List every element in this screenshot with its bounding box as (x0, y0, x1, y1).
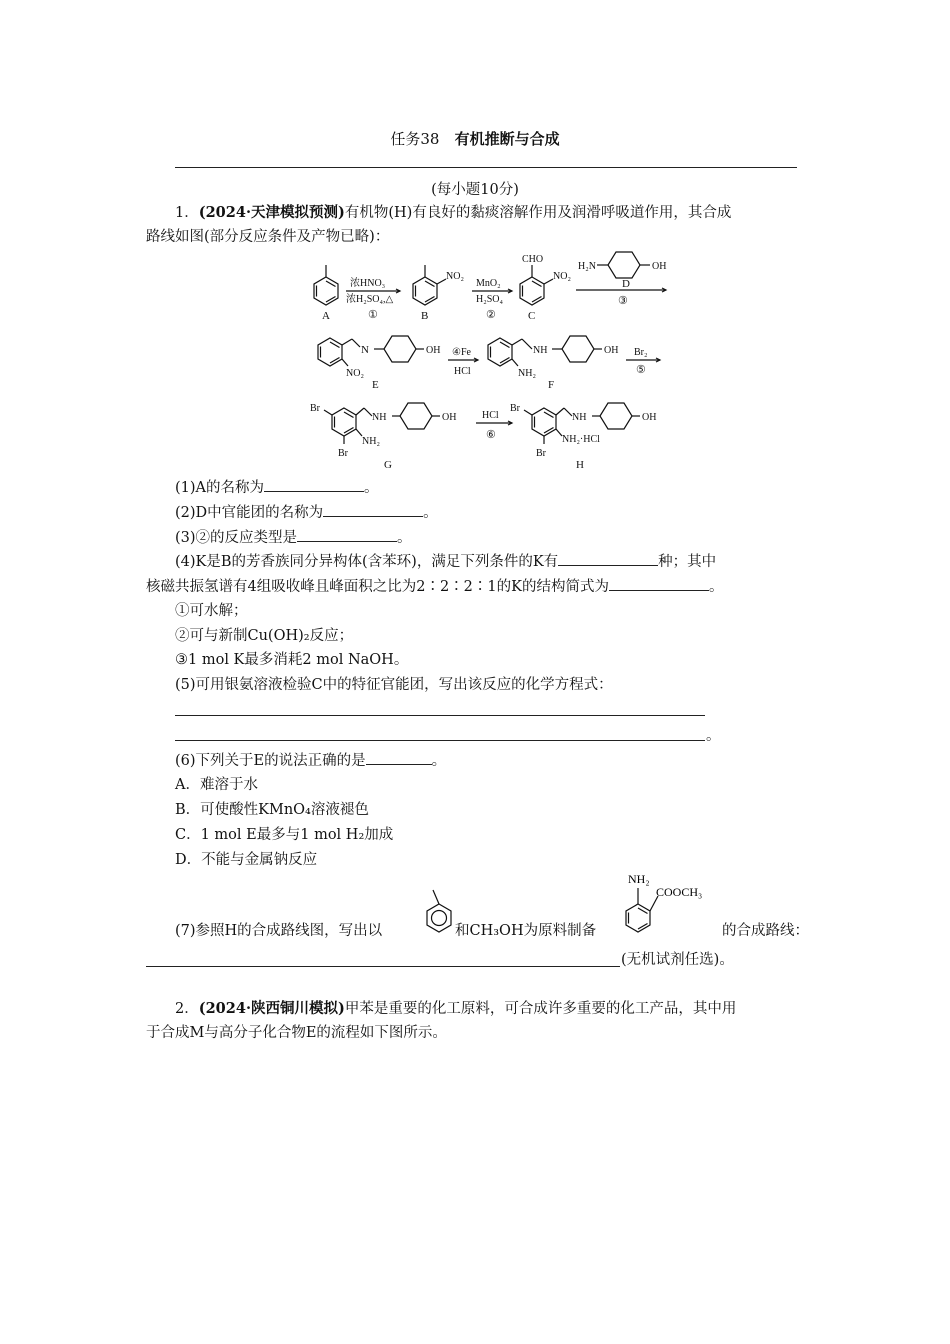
D-h2n: H₂N (578, 261, 596, 272)
q2-source: (2024·陕西铜川模拟) (198, 1000, 345, 1017)
step-5: ⑤ (636, 364, 646, 376)
answer-blank-4b[interactable] (609, 576, 709, 591)
q1-sub6 (175, 750, 446, 771)
F-nh2: NH₂ (518, 368, 536, 379)
page-title (0, 128, 950, 149)
label-A: A (322, 310, 330, 322)
compound-G-structure (324, 403, 440, 444)
B-no2: NO₂ (446, 271, 464, 282)
label-E: E (372, 379, 379, 391)
step-6: ⑥ (486, 429, 496, 441)
q1-intro-line2: 路线如图(部分反应条件及产物已略)： (146, 229, 390, 245)
E-no2: NO₂ (346, 368, 364, 379)
step-2: ② (486, 309, 496, 321)
q1-sub1 (175, 477, 379, 498)
option-C: C．1 mol E最多与1 mol H₂加成 (175, 827, 394, 843)
q1-sub7-b: 和CH₃OH为原料制备 (455, 923, 597, 939)
target-product-structure (614, 866, 724, 942)
label-B: B (421, 310, 429, 322)
answer-blank-2[interactable] (323, 502, 423, 517)
label-D: D (622, 278, 630, 290)
reagent-4-top: ④Fe (452, 347, 471, 358)
reagent-1-bottom: 浓H₂SO₄,△ (346, 294, 394, 305)
reagent-2-top: MnO₂ (476, 278, 501, 289)
reagent-5-top: Br₂ (634, 347, 648, 358)
label-F: F (548, 379, 555, 391)
toluene-structure (422, 882, 456, 940)
synthesis-scheme (300, 248, 680, 478)
reagent-4-bottom: HCl (454, 366, 471, 377)
target-ester: COOCH₃ (656, 885, 703, 899)
G-nh: NH (372, 412, 387, 423)
answer-blank-4a[interactable] (558, 551, 658, 566)
q1-cond2: ②可与新制Cu(OH)₂反应； (175, 628, 354, 644)
option-A: A．难溶于水 (175, 777, 258, 793)
q1-sub4-line2-text: 核磁共振氢谱有4组吸收峰且峰面积之比为2∶2∶2∶1的K的结构简式为 (146, 579, 609, 595)
q1-sub4-line1 (175, 551, 716, 572)
q1-sub1-period: 。 (364, 480, 379, 496)
reagent-1-top: 浓HNO₃ (350, 278, 386, 289)
q1-sub2-text: (2)D中官能团的名称为 (175, 505, 324, 521)
score-note: (每小题10分) (431, 182, 519, 198)
q1-number: 1． (175, 205, 199, 221)
step-1: ① (368, 309, 378, 321)
q1-intro-line1 (175, 203, 731, 223)
q1-sub4-tail: 种；其中 (658, 554, 717, 570)
q1-intro-text: 有机物(H)有良好的黏痰溶解作用及润滑呼吸道作用，其合成 (344, 205, 732, 221)
q1-sub4-line2 (146, 576, 723, 597)
H-nh: NH (572, 412, 587, 423)
q1-sub3-text: (3)②的反应类型是 (175, 530, 298, 546)
q2-line1-text: 甲苯是重要的化工原料，可合成许多重要的化工产品，其中用 (344, 1001, 737, 1017)
q1-sub1-text: (1)A的名称为 (175, 480, 265, 496)
answer-blank-1[interactable] (264, 477, 364, 492)
D-oh: OH (652, 261, 667, 272)
q1-sub4-text: (4)K是B的芳香族同分异构体(含苯环)，满足下列条件的K有 (175, 554, 559, 570)
target-nh2: NH₂ (628, 872, 650, 886)
answer-line-7[interactable] (146, 966, 620, 967)
q1-sub5: (5)可用银氨溶液检验C中的特征官能团，写出该反应的化学方程式： (175, 677, 613, 693)
E-oh: OH (426, 345, 441, 356)
step-3: ③ (618, 295, 628, 307)
G-br-top: Br (310, 403, 320, 414)
q1-sub2-period: 。 (423, 505, 438, 521)
reagent-6-top: HCl (482, 410, 499, 421)
H-nh2hcl: NH₂·HCl (562, 434, 600, 445)
q1-source: (2024·天津模拟预测) (198, 204, 345, 221)
H-oh: OH (642, 412, 657, 423)
G-oh: OH (442, 412, 457, 423)
header-rule (175, 167, 797, 168)
label-H: H (576, 459, 584, 471)
compound-A-structure (314, 265, 338, 305)
G-br-bottom: Br (338, 448, 348, 459)
C-cho: CHO (522, 254, 544, 265)
q1-cond1: ①可水解； (175, 603, 248, 619)
label-C: C (528, 310, 536, 322)
q1-sub7-a: (7)参照H的合成路线图，写出以 (175, 923, 383, 939)
task-number: 任务38 (390, 130, 440, 148)
q1-sub3 (175, 527, 412, 548)
compound-C-structure (520, 265, 553, 305)
task-title: 有机推断与合成 (454, 130, 560, 148)
q1-sub3-period: 。 (397, 530, 412, 546)
answer-blank-6[interactable] (366, 750, 432, 765)
q2-number: 2． (175, 1001, 199, 1017)
compound-E-structure (318, 336, 424, 366)
G-nh2: NH₂ (362, 436, 380, 447)
q1-sub7-tail: (无机试剂任选)。 (621, 952, 734, 968)
compound-B-structure (413, 265, 446, 305)
answer-line-5a[interactable] (175, 715, 705, 716)
C-no2: NO₂ (553, 271, 571, 282)
q1-sub6-text: (6)下列关于E的说法正确的是 (175, 753, 366, 769)
answer-blank-3[interactable] (297, 527, 397, 542)
q1-sub5-period: 。 (706, 728, 721, 744)
reagent-2-bottom: H₂SO₄ (476, 294, 503, 305)
F-nh: NH (533, 345, 548, 356)
label-G: G (384, 459, 392, 471)
answer-line-5b[interactable] (175, 740, 705, 741)
q1-cond3: ③1 mol K最多消耗2 mol NaOH。 (175, 652, 409, 668)
H-br-top: Br (510, 403, 520, 414)
q1-sub4-period: 。 (708, 579, 724, 595)
compound-D-structure (597, 252, 650, 278)
q1-sub7-c: 的合成路线： (722, 923, 809, 939)
option-B: B．可使酸性KMnO₄溶液褪色 (175, 802, 369, 818)
H-br-bottom: Br (536, 448, 546, 459)
q2-line2: 于合成M与高分子化合物E的流程如下图所示。 (146, 1025, 447, 1041)
option-D: D．不能与金属钠反应 (175, 852, 318, 868)
F-oh: OH (604, 345, 619, 356)
q1-sub2 (175, 502, 438, 523)
q1-sub6-period: 。 (431, 753, 447, 769)
E-n: N (361, 344, 369, 356)
q2-line1 (175, 999, 736, 1019)
